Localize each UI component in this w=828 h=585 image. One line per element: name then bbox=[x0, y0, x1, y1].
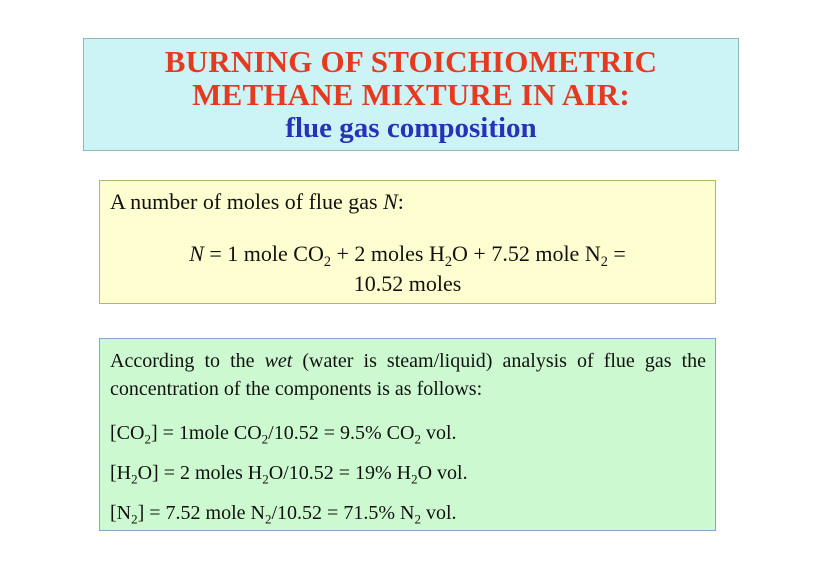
n2-p2: ] = 7.52 mole N bbox=[137, 502, 265, 524]
h2o-p1: [H bbox=[110, 462, 132, 484]
moles-equation-result: 10.52 moles bbox=[353, 271, 462, 296]
n2-p1: [N bbox=[110, 502, 132, 524]
h2o-s1: 2 bbox=[131, 471, 138, 487]
wet-analysis-box bbox=[99, 338, 716, 531]
h2o-s3: 2 bbox=[411, 471, 418, 487]
eq-sub-3: 2 bbox=[600, 254, 608, 270]
moles-intro-var: N bbox=[383, 189, 398, 214]
moles-equation bbox=[100, 239, 715, 299]
moles-intro-colon: : bbox=[397, 189, 404, 214]
n2-s2: 2 bbox=[264, 511, 272, 527]
title-subtitle: flue gas composition bbox=[285, 112, 537, 144]
para-part-a: According to the bbox=[110, 350, 265, 372]
eq-part-2: + 2 moles H bbox=[331, 241, 445, 266]
h2o-p3: O/10.52 = 19% H bbox=[268, 462, 412, 484]
co2-concentration-row bbox=[110, 422, 457, 445]
co2-s3: 2 bbox=[414, 431, 421, 447]
title-box bbox=[83, 38, 739, 151]
h2o-s2: 2 bbox=[262, 471, 269, 487]
co2-s1: 2 bbox=[144, 431, 151, 447]
eq-part-1: = 1 mole CO bbox=[203, 241, 324, 266]
wet-analysis-paragraph bbox=[110, 347, 706, 403]
n2-s1: 2 bbox=[131, 511, 138, 527]
eq-part-3: O + 7.52 mole N bbox=[452, 241, 601, 266]
eq-sub-1: 2 bbox=[323, 254, 332, 270]
flue-gas-moles-box bbox=[99, 180, 716, 304]
moles-equation-line-1 bbox=[100, 239, 715, 269]
moles-intro-text: A number of moles of flue gas bbox=[110, 189, 384, 214]
title-line-2: METHANE MIXTURE IN AIR: bbox=[192, 77, 630, 112]
para-wet: wet bbox=[264, 350, 293, 372]
co2-p4: vol. bbox=[420, 422, 457, 444]
n2-p3: /10.52 = 71.5% N bbox=[271, 502, 415, 524]
h2o-p2: O] = 2 moles H bbox=[137, 462, 263, 484]
eq-sub-2: 2 bbox=[444, 254, 453, 270]
co2-p1: [CO bbox=[110, 422, 145, 444]
co2-p3: /10.52 = 9.5% CO bbox=[268, 422, 415, 444]
moles-intro bbox=[110, 189, 404, 215]
title-line-1: BURNING OF STOICHIOMETRIC bbox=[164, 44, 658, 79]
h2o-concentration-row bbox=[110, 462, 468, 485]
eq-var: N bbox=[189, 241, 204, 266]
co2-s2: 2 bbox=[261, 431, 269, 447]
n2-concentration-row bbox=[110, 502, 457, 525]
n2-p4: vol. bbox=[420, 502, 457, 524]
n2-s3: 2 bbox=[414, 511, 421, 527]
h2o-p4: O vol. bbox=[417, 462, 468, 484]
co2-p2: ] = 1mole CO bbox=[150, 422, 262, 444]
para-part-b: (water is steam/liquid) analysis of flue gas the concentration of the components is as follows: bbox=[110, 350, 706, 400]
eq-part-4: = bbox=[607, 241, 626, 266]
